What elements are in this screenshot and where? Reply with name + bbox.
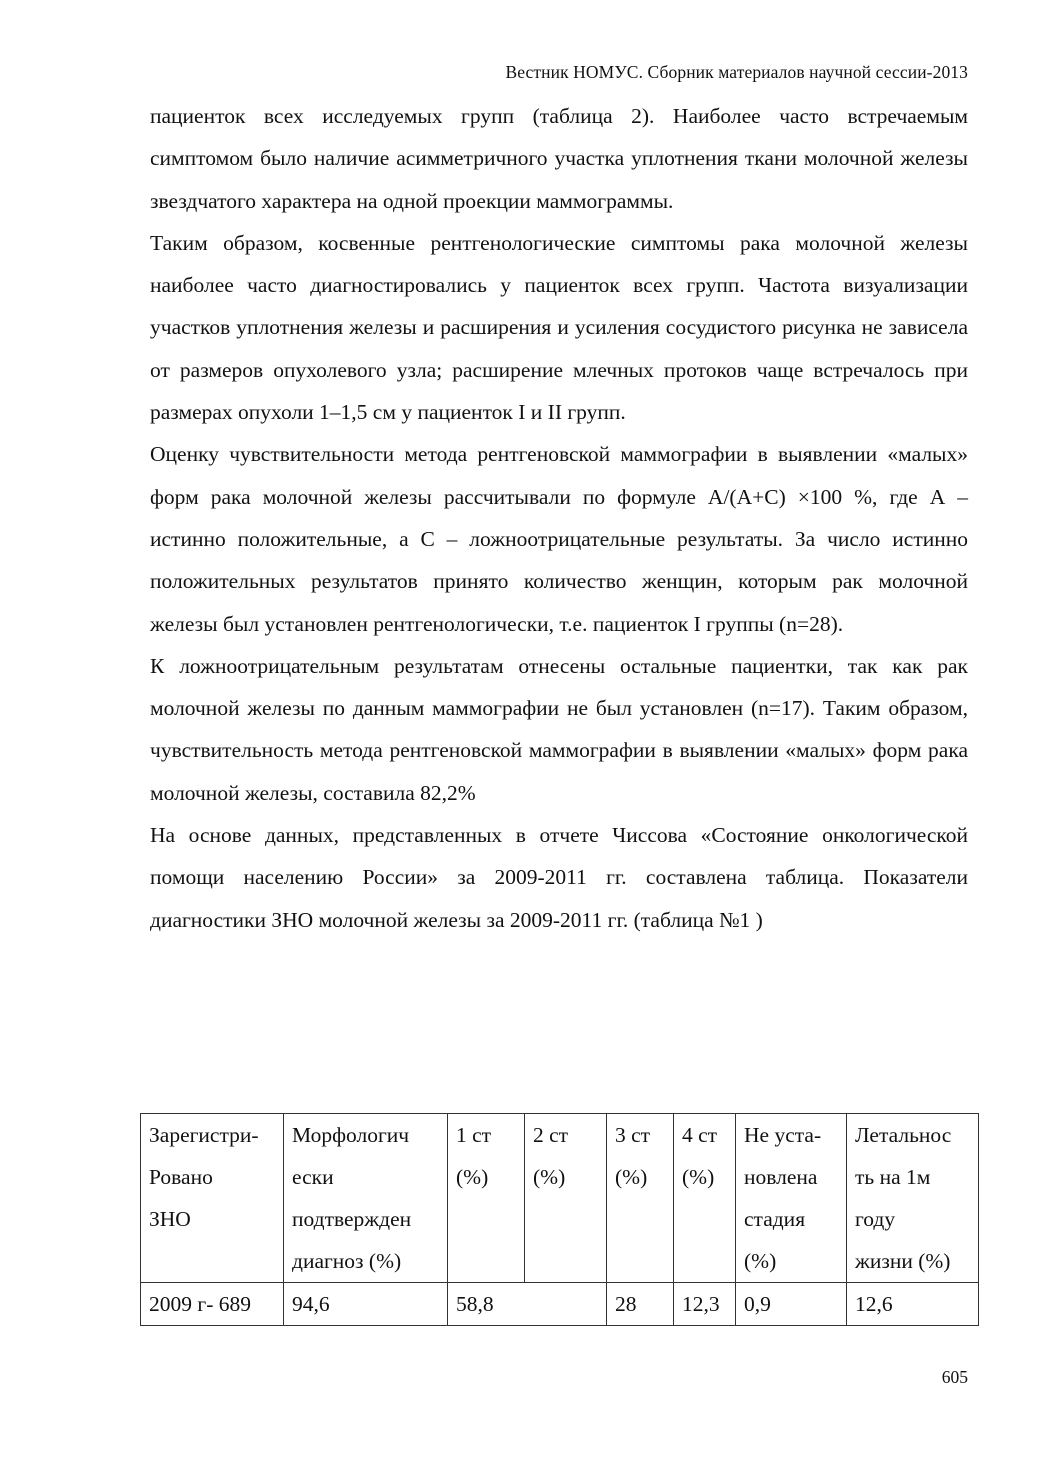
header-stage-4: 4 ст (%) [674,1114,736,1283]
header-morph-confirmed: Морфологич ески подтвержден диагноз (%) [284,1114,448,1283]
cell-stage-unknown: 0,9 [736,1283,847,1326]
cell-stage-1-2: 58,8 [448,1283,607,1326]
paragraph-sensitivity-result: К ложноотрицательным результатам отнесены остальные пациентки, так как рак молочной железы по данным маммографии не был установлен (n=17). Таким образом, чувствительность метода рентгеновской маммографии в выявлении «малых» форм рака молочной железы, составила 82,2% [150,653,968,805]
header-mortality: Летальнос ть на 1м году жизни (%) [847,1114,979,1283]
header-stage-unknown: Не уста- новлена стадия (%) [736,1114,847,1283]
cell-stage-3: 28 [607,1283,674,1326]
running-header: Вестник НОМУС. Сборник материалов научной сессии-2013 [505,62,968,82]
article-body [150,95,968,941]
paragraph-symptoms: пациенток всех исследуемых групп (таблица 2). Наиболее часто встречаемым симптомом было наличие асимметричного участка уплотнения ткани молочной железы звездчатого характера на одной проекции маммограммы. [150,104,968,213]
table-row [141,1283,979,1326]
paragraph-sensitivity-formula: Оценку чувствительности метода рентгеновской маммографии в выявлении «малых» форм рака молочной железы рассчитывали по формуле А/(А+С) ×100 %, где А – истинно положительные, а С – ложноотрицательные результаты. За число истинно положительных результатов принято количество женщин, которым рак молочной железы был установлен рентгенологически, т.е. пациенток I группы (n=28). [150,442,968,636]
table-header-row [141,1114,979,1283]
cell-morph-confirmed: 94,6 [284,1283,448,1326]
header-stage-1: 1 ст (%) [448,1114,525,1283]
diagnostics-table [140,1113,979,1326]
header-registered: Зарегистри- Ровано ЗНО [141,1114,284,1283]
cell-stage-4: 12,3 [674,1283,736,1326]
cell-mortality: 12,6 [847,1283,979,1326]
paragraph-table-intro: На основе данных, представленных в отчете Чиссова «Состояние онкологической помощи населению России» за 2009-2011 гг. составлена таблица. Показатели диагностики ЗНО молочной железы за 2009-2011 гг. (таблица №1 ) [150,823,968,932]
header-stage-3: 3 ст (%) [607,1114,674,1283]
paragraph-indirect-signs: Таким образом, косвенные рентгенологические симптомы рака молочной железы наиболее часто диагностировались у пациенток всех групп. Частота визуализации участков уплотнения железы и расширения и усиления сосудистого рисунка не зависела от размеров опухолевого узла; расширение млечных протоков чаще встречалось при размерах опухоли 1–1,5 см у пациенток I и II групп. [150,230,968,425]
page-number: 605 [941,1367,968,1387]
cell-registered: 2009 г- 689 [141,1283,284,1326]
header-stage-2: 2 ст (%) [525,1114,607,1283]
